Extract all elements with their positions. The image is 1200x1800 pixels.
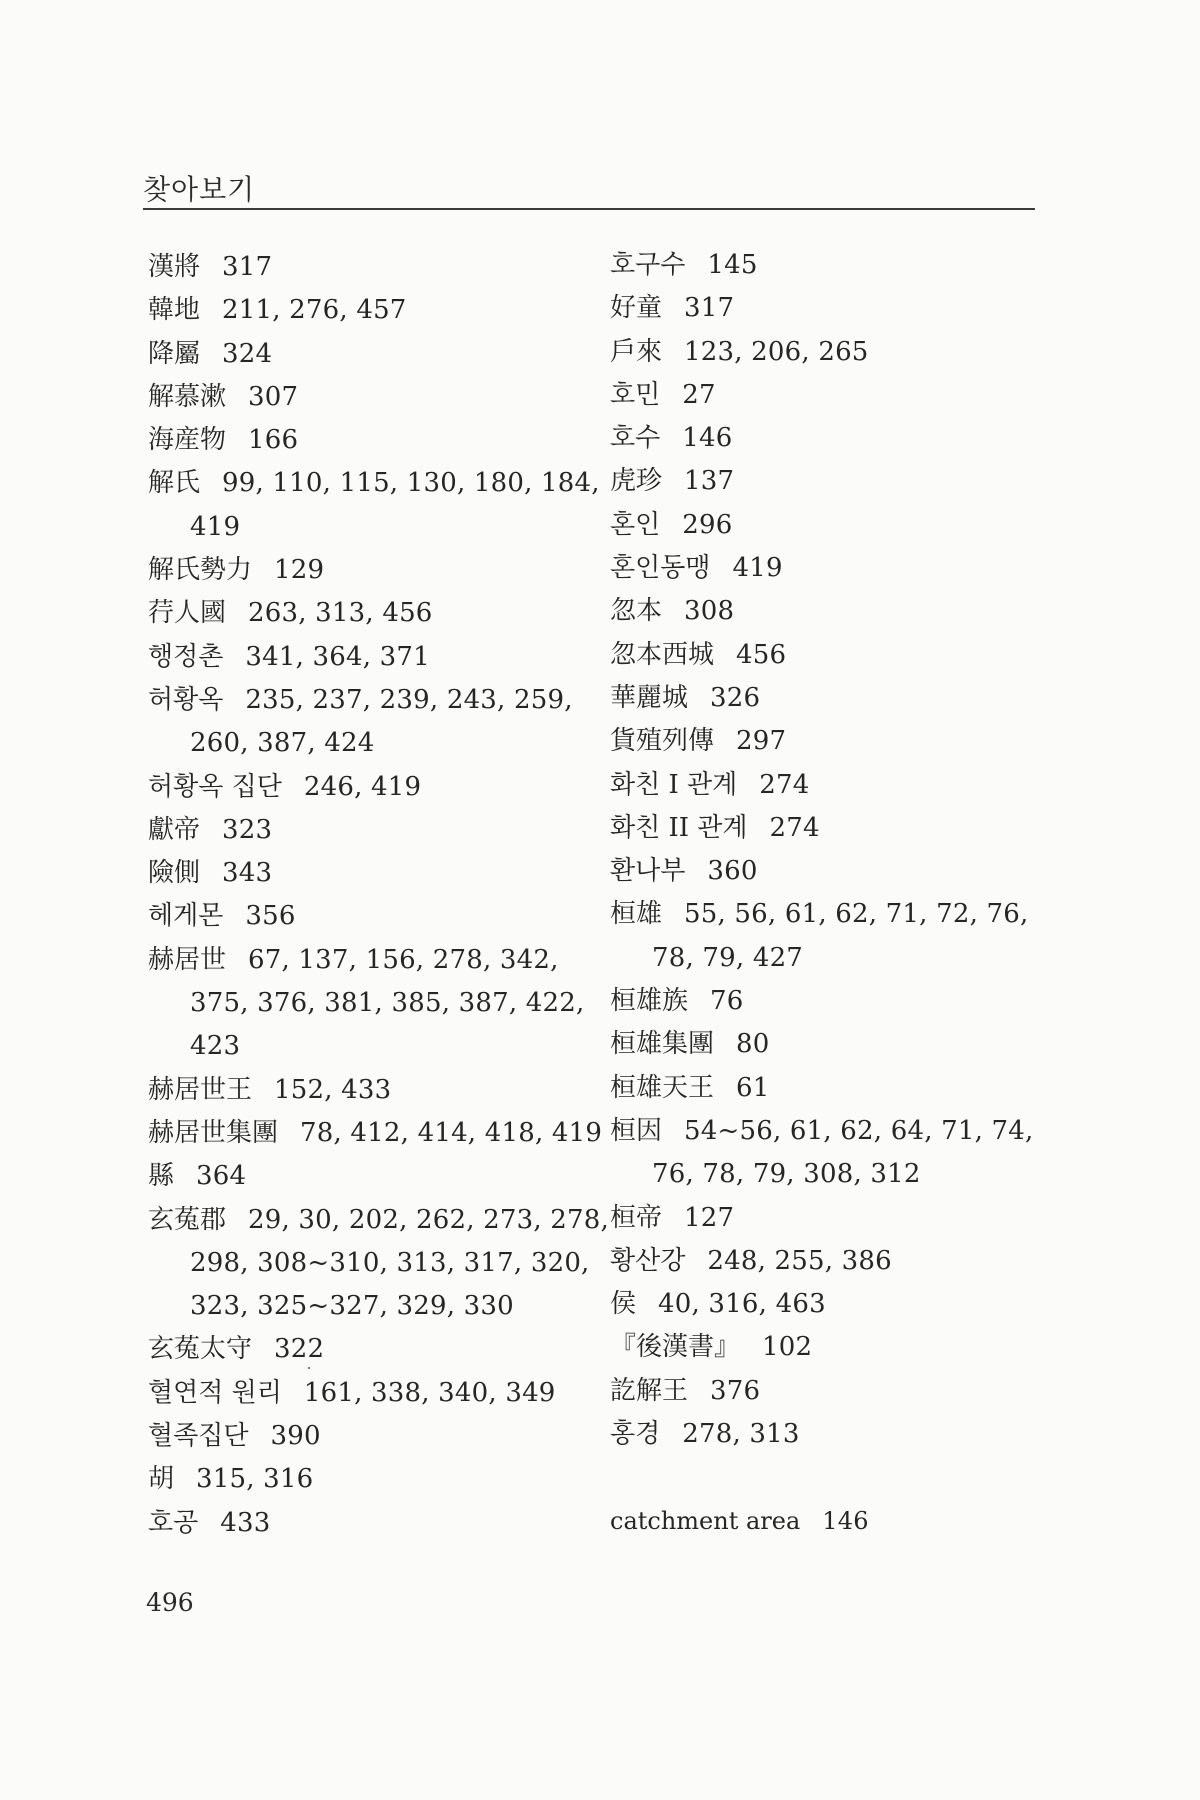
index-entry xyxy=(610,720,1060,763)
index-entry xyxy=(148,809,598,852)
index-term: 縣 xyxy=(148,1161,175,1192)
index-term: 華麗城 xyxy=(610,682,689,713)
index-entry xyxy=(148,592,598,635)
index-pages: 278, 313 xyxy=(682,1419,800,1450)
index-entry xyxy=(610,287,1060,330)
index-pages: 161, 338, 340, 349 xyxy=(303,1377,556,1408)
index-column-right xyxy=(610,244,1060,1543)
index-pages: 40, 316, 463 xyxy=(658,1289,826,1320)
index-pages: 390 xyxy=(270,1421,321,1452)
index-term: 海産物 xyxy=(148,425,227,456)
index-pages: 298, 308~310, 313, 317, 320, xyxy=(190,1247,590,1278)
index-pages: 419 xyxy=(732,553,783,584)
index-term: 호수 xyxy=(610,423,661,454)
index-entry-continuation xyxy=(148,506,598,549)
index-pages: 246, 419 xyxy=(303,771,422,802)
index-entry xyxy=(148,1112,603,1155)
index-pages: 146 xyxy=(822,1506,869,1535)
index-entry-continuation xyxy=(148,982,598,1025)
index-pages: 102 xyxy=(762,1332,813,1363)
index-entry xyxy=(610,460,1060,503)
index-column-left xyxy=(148,246,609,1545)
index-term: 『後漢書』 xyxy=(610,1332,741,1363)
index-entry xyxy=(148,1458,598,1501)
index-term: 戶來 xyxy=(610,336,663,367)
index-term: 玄菟郡 xyxy=(148,1204,227,1235)
index-entry xyxy=(148,1155,598,1198)
index-entry xyxy=(148,376,598,419)
index-term: 화친 II 관계 xyxy=(610,812,748,843)
index-pages: 343 xyxy=(222,858,273,889)
header-rule xyxy=(143,208,1035,210)
index-entry xyxy=(148,766,598,809)
index-pages: 123, 206, 265 xyxy=(684,336,869,367)
index-term: 桓雄天王 xyxy=(610,1072,715,1103)
index-pages: 376 xyxy=(710,1375,761,1406)
index-term: 解氏勢力 xyxy=(148,555,253,586)
index-pages: 54~56, 61, 62, 64, 71, 74, xyxy=(684,1115,1034,1146)
index-term: 侯 xyxy=(610,1289,637,1320)
index-term: 혈연적 원리 xyxy=(148,1377,282,1408)
index-entry xyxy=(148,1328,598,1371)
index-term: 解氏 xyxy=(148,468,201,499)
index-pages: 317 xyxy=(684,293,735,324)
index-pages: 145 xyxy=(707,250,758,280)
index-term: 桓雄族 xyxy=(610,986,689,1017)
index-entry xyxy=(610,850,1060,893)
index-entry xyxy=(148,289,598,332)
index-pages: 80 xyxy=(736,1029,770,1060)
index-pages: 67, 137, 156, 278, 342, xyxy=(248,944,559,975)
index-pages: 76 xyxy=(710,986,744,1017)
index-term: 혼인동맹 xyxy=(610,553,711,584)
index-term: 險側 xyxy=(148,858,201,889)
index-entry xyxy=(148,1502,598,1545)
index-term: 解慕漱 xyxy=(148,381,227,412)
index-pages: 27 xyxy=(682,379,716,410)
index-term: 忽本西城 xyxy=(610,639,715,670)
index-entry xyxy=(148,939,598,982)
index-term: 환나부 xyxy=(610,856,686,887)
index-entry xyxy=(610,590,1060,633)
index-term: 황산강 xyxy=(610,1245,686,1276)
stray-ink-dot xyxy=(308,1367,310,1369)
index-spacer xyxy=(610,1456,1060,1499)
index-entry xyxy=(610,1067,1060,1110)
index-pages: 433 xyxy=(220,1507,271,1538)
index-term: catchment area xyxy=(610,1506,801,1535)
index-pages: 323 xyxy=(222,814,273,845)
index-entry xyxy=(610,547,1060,590)
index-entry xyxy=(610,1370,1060,1413)
index-term: 獻帝 xyxy=(148,814,201,845)
index-pages: 360 xyxy=(707,856,758,887)
index-entry xyxy=(610,1240,1060,1283)
index-pages: 317 xyxy=(222,252,273,282)
index-entry xyxy=(610,1197,1060,1240)
index-pages: 364 xyxy=(196,1161,247,1192)
page-title: 찾아보기 xyxy=(143,173,256,206)
index-entry xyxy=(610,1023,1060,1066)
index-entry xyxy=(610,417,1060,460)
index-pages: 78, 79, 427 xyxy=(652,942,804,973)
index-term: 赫居世 xyxy=(148,944,227,975)
index-term: 降屬 xyxy=(148,338,201,369)
index-pages: 456 xyxy=(736,639,787,670)
index-term: 호공 xyxy=(148,1507,199,1538)
index-entry xyxy=(148,1372,598,1415)
index-pages: 146 xyxy=(682,423,733,454)
index-pages: 341, 364, 371 xyxy=(245,641,430,672)
index-term: 赫居世集團 xyxy=(148,1117,279,1148)
index-term: 桓雄集團 xyxy=(610,1029,715,1060)
index-pages: 419 xyxy=(190,511,241,542)
index-entry xyxy=(610,1413,1060,1456)
index-entry xyxy=(148,1069,598,1112)
index-pages: 137 xyxy=(684,466,735,497)
index-pages: 274 xyxy=(769,812,820,843)
index-term: 桓雄 xyxy=(610,899,663,930)
index-term: 행정촌 xyxy=(148,641,224,672)
index-entry-continuation xyxy=(148,1242,598,1285)
index-term: 화친 I 관계 xyxy=(610,769,738,800)
index-pages: 55, 56, 61, 62, 71, 72, 76, xyxy=(684,899,1029,930)
index-pages: 78, 412, 414, 418, 419 xyxy=(300,1117,603,1148)
index-term: 訖解王 xyxy=(610,1375,689,1406)
index-pages: 326 xyxy=(710,682,761,713)
index-entry xyxy=(610,980,1060,1023)
index-entry xyxy=(148,419,598,462)
index-pages: 274 xyxy=(759,769,810,800)
index-entry-continuation xyxy=(148,1025,598,1068)
index-pages: 356 xyxy=(245,901,296,932)
index-entry xyxy=(610,331,1060,374)
index-term: 漢將 xyxy=(148,252,201,282)
index-entry xyxy=(610,807,1060,850)
index-term: 赫居世王 xyxy=(148,1074,253,1105)
index-entry xyxy=(148,895,598,938)
index-pages: 296 xyxy=(682,509,733,540)
index-term: 韓地 xyxy=(148,295,201,326)
index-entry xyxy=(610,1110,1060,1153)
index-term: 桓因 xyxy=(610,1115,663,1146)
index-entry xyxy=(610,893,1060,936)
index-pages: 260, 387, 424 xyxy=(190,728,375,759)
index-pages: 127 xyxy=(684,1202,735,1233)
index-term: 호구수 xyxy=(610,250,686,280)
index-entry xyxy=(610,374,1060,417)
index-term: 허황옥 xyxy=(148,684,224,715)
index-term: 虎珍 xyxy=(610,466,663,497)
index-entry-continuation xyxy=(148,722,598,765)
index-entry-continuation xyxy=(610,1153,1060,1196)
index-entry-continuation xyxy=(148,1285,598,1328)
index-entry xyxy=(610,504,1060,547)
index-entry xyxy=(610,1500,1060,1543)
index-entry xyxy=(148,1415,598,1458)
index-pages: 166 xyxy=(248,425,299,456)
index-pages: 307 xyxy=(248,381,299,412)
index-pages: 248, 255, 386 xyxy=(707,1245,892,1276)
index-entry xyxy=(148,1199,609,1242)
page-number: 496 xyxy=(146,1588,194,1617)
index-pages: 76, 78, 79, 308, 312 xyxy=(652,1159,921,1190)
index-pages: 29, 30, 202, 262, 273, 278, xyxy=(248,1204,609,1235)
index-entry xyxy=(148,333,598,376)
index-term: 玄菟太守 xyxy=(148,1334,253,1365)
index-term: 혼인 xyxy=(610,509,661,540)
index-term: 荇人國 xyxy=(148,598,227,629)
index-term: 헤게몬 xyxy=(148,901,224,932)
index-entry xyxy=(610,634,1060,677)
index-entry xyxy=(148,246,598,289)
index-entry xyxy=(610,677,1060,720)
index-entry-continuation xyxy=(610,937,1060,980)
index-term: 호민 xyxy=(610,379,661,410)
index-pages: 99, 110, 115, 130, 180, 184, xyxy=(222,468,600,499)
index-entry xyxy=(610,764,1060,807)
index-term: 허황옥 집단 xyxy=(148,771,282,802)
index-pages: 235, 237, 239, 243, 259, xyxy=(245,684,573,715)
index-pages: 324 xyxy=(222,338,273,369)
index-pages: 129 xyxy=(274,555,325,586)
index-entry xyxy=(610,1283,1060,1326)
index-term: 胡 xyxy=(148,1464,175,1495)
index-term: 好童 xyxy=(610,293,663,324)
index-term: 忽本 xyxy=(610,596,663,627)
index-entry xyxy=(148,549,598,592)
index-pages: 375, 376, 381, 385, 387, 422, xyxy=(190,988,585,1019)
index-entry xyxy=(610,244,1060,287)
index-pages: 322 xyxy=(274,1334,325,1365)
index-pages: 423 xyxy=(190,1031,241,1062)
index-entry xyxy=(148,636,598,679)
index-term: 桓帝 xyxy=(610,1202,663,1233)
index-pages: 211, 276, 457 xyxy=(222,295,407,326)
index-term: 혈족집단 xyxy=(148,1421,249,1452)
index-entry xyxy=(148,852,598,895)
index-pages: 315, 316 xyxy=(196,1464,314,1495)
index-term: 貨殖列傳 xyxy=(610,726,715,757)
index-pages: 263, 313, 456 xyxy=(248,598,433,629)
index-entry xyxy=(148,679,598,722)
index-pages: 152, 433 xyxy=(274,1074,392,1105)
index-pages: 61 xyxy=(736,1072,770,1103)
index-term: 홍경 xyxy=(610,1419,661,1450)
index-pages: 323, 325~327, 329, 330 xyxy=(190,1291,514,1322)
index-entry xyxy=(148,462,598,505)
index-pages: 297 xyxy=(736,726,787,757)
index-entry xyxy=(610,1326,1060,1369)
index-pages: 308 xyxy=(684,596,735,627)
